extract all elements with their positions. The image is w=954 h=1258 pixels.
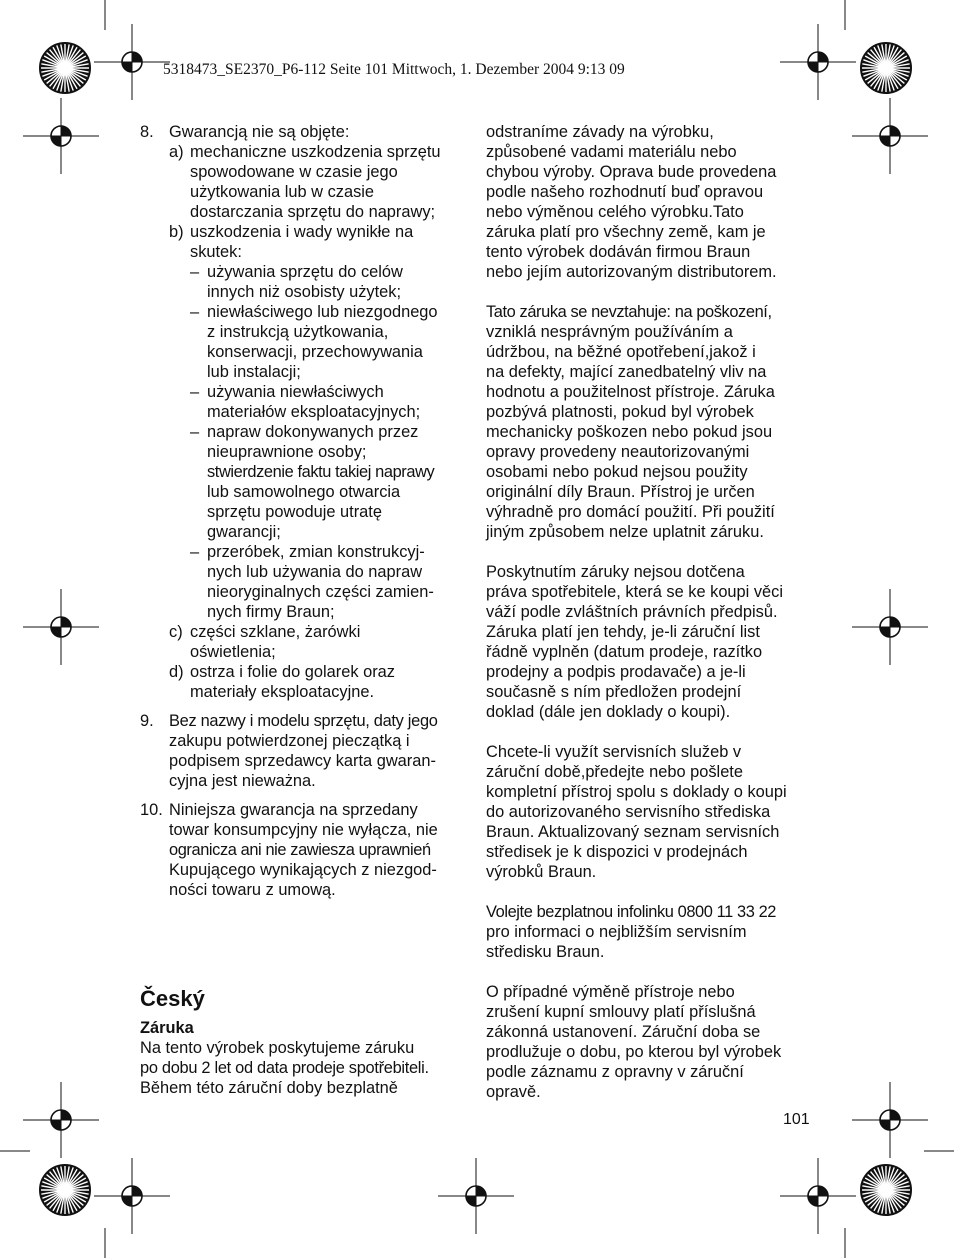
starburst-mark [40,43,90,93]
section-subtitle: Záruka [140,1019,194,1037]
crosshair-mark [23,98,99,174]
crosshair-mark [852,1082,928,1158]
starburst-mark [861,1165,911,1215]
crosshair-mark [780,24,856,100]
crosshair-mark [852,589,928,665]
paragraph-hotline: Volejte bezplatnou infolinku 0800 11 33 22 pro informaci o nejbližším servisním středisku Braun. [486,903,777,961]
print-slug: 5318473_SE2370_P6-112 Seite 101 Mittwoch, 1. Dezember 2004 9:13 09 [163,61,625,78]
page-number: 101 [783,1111,810,1128]
czech-warranty-column [486,122,816,1102]
crosshair-mark [780,1158,856,1234]
polish-warranty-column [140,122,470,900]
crosshair-mark [852,98,928,174]
paragraph: odstraníme závady na výrobku, způsobené vadami materiálu nebo chybou výroby. Oprava bude provedena podle našeho rozhodnutí buď opravou nebo výměnou celého výrobku.Tato záruka platí pro všechny země, kam je tento výrobek dodáván firmou Braun nebo jejím autorizovaným distributorem. [486,123,777,281]
item-title: Gwarancją nie są objęte: [169,123,350,141]
warranty-item-10: 10. Niniejsza gwarancja na sprzedany towar konsumpcyjny nie wyłącza, nie ogranicza ani nie zawiesza uprawnień Kupującego wynikających z niezgod- ności towaru z umową. [140,801,438,899]
crosshair-mark [438,1158,514,1234]
warranty-item-9: 9. Bez nazwy i modelu sprzętu, daty jego zakupu potwierdzonej pieczątką i podpisem sprzedawcy karta gwaran- cyjna jest nieważna. [140,712,438,790]
crosshair-mark [23,1082,99,1158]
crosshair-mark [23,589,99,665]
crosshair-mark [94,24,170,100]
paragraph: Chcete-li využít servisních služeb v záruční době,předejte nebo pošlete kompletní přístroj spolu s doklady o koupi do autorizovaného servisního střediska Braun. Aktualizovaný seznam servisních středisek je k dispozici v prodejnách výrobků Braun. [486,743,787,881]
paragraph: Poskytnutím záruky nejsou dotčena práva spotřebitele, která se ke koupi věci váží podle zvláštních právních předpisů. Záruka platí jen tehdy, je-li záruční list řádně vyplněn (datum prodeje, razítko prodejny a podpis prodavače) a je-li současně s ním předložen prodejní doklad (dále jen doklady o koupi). [486,563,784,721]
starburst-mark [861,43,911,93]
item-number: 8. [140,123,154,141]
starburst-mark [40,1165,90,1215]
paragraph: O případné výměně přístroje nebo zrušení kupní smlouvy platí příslušná zákonná ustanovení. Záruční doba se prodlužuje o dobu, po kterou byl výrobek podle záznamu z opravny v záruční opravě. [486,983,782,1101]
paragraph: Tato záruka se nevztahuje: na poškození, vzniklá nesprávným používáním a údržbou, na běžné opotřebení,jakož i na defekty, mající zanedbatelný vliv na hodnotu a použitelnost přístroje. Záruka pozbývá platnosti, pokud byl výrobek mechanicky poškozen nebo pokud jsou opravy provedeny neautorizovanými osobami nebo pokud nejsou použity originální díly Braun. Přístroj je určen výhradně pro domácí použití. Při použití jiným způsobem nelze uplatnit záruku. [486,303,775,541]
czech-intro: Záruka Na tento výrobek poskytujeme záruku po dobu 2 let od data prodeje spotřebiteli. Během této záruční doby bezplatně [140,1019,429,1097]
crosshair-mark [94,1158,170,1234]
warranty-item-8: 8. Gwarancją nie są objęte: a) mechaniczne uszkodzenia sprzętu spowodowane w czasie jego użytkowania lub w czasie dostarczania sprzętu do naprawy; b) uszkodzenia i wady wynikłe na skutek: – używania sprzętu do celów innych niż osobisty użytek; – niewłaściwego lub niezgodnego z instrukcją użytkowania, konserwacji, przechowywania lub instalacji; – używania niewłaściwych materiałów eksploatacyjnych; – napraw dokonywanych przez nieuprawnione osoby; stwierdzenie faktu takiej naprawy lub samowolnego otwarcia sprzętu powoduje utratę gwarancji; – przeróbek, zmian konstrukcyj- nych lub używania do napraw nieoryginalnych części zamien- nych firmy Braun; c) części szklane, żarówki oświetlenia; d) ostrza i folie do golarek oraz materiały eksploatacyjne. [140,123,441,701]
section-title-czech: Český [140,986,205,1011]
